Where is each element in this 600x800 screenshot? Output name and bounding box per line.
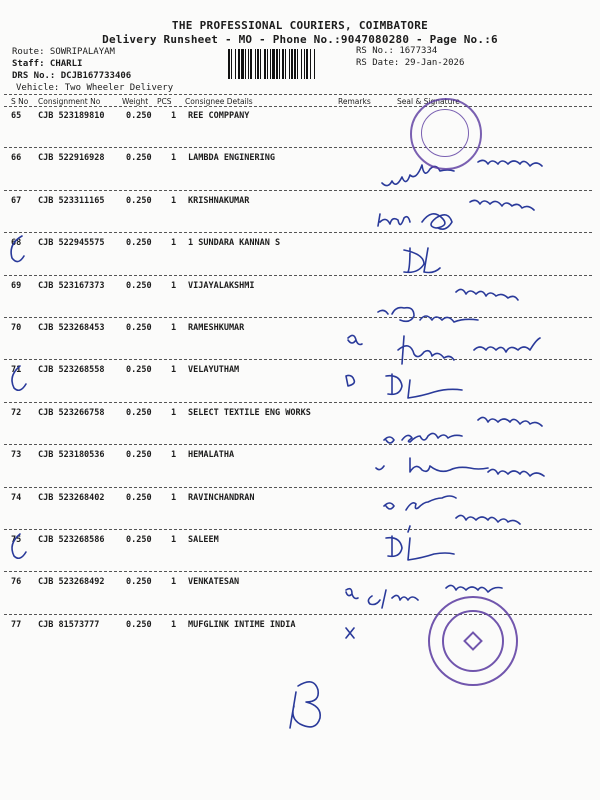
col-consignment: Consignment No [38,97,101,106]
barcode-bar [264,49,266,79]
cell-weight: 0.250 [126,407,152,418]
barcode-bar [241,49,244,79]
cell-pcs: 1 [171,535,177,545]
signature-row-68 [404,248,440,273]
cell-cno: CJB 523311165 [38,195,105,206]
barcode-bar [301,49,302,79]
barcode-bar [228,49,230,79]
remark-mark-70 [348,335,362,344]
cell-cno: CJB 81573777 [38,619,100,630]
signature-row-74 [384,496,456,510]
cell-sno: 74 [11,492,22,503]
phone-scribble-row-67 [470,200,534,210]
cell-cno: CJB 523268453 [38,323,105,333]
cell-consignee: REE COMPPANY [188,111,250,121]
barcode-bar [279,49,280,79]
drs-number: DRS No.: DCJB167733406 [12,71,132,81]
signature-row-71 [386,374,462,398]
phone-scribble-row-76 [446,585,502,592]
cell-weight: 0.250 [126,238,152,249]
cell-cno: CJB 522945575 [38,238,105,249]
company-seal-ree [410,98,482,170]
barcode-bar [272,49,275,79]
bottom-signature [290,682,320,728]
phone-scribble-row-66 [478,160,542,166]
cell-consignee: KRISHNAKUMAR [188,195,250,206]
signature-row-73 [376,458,488,472]
row-divider [4,147,592,148]
cell-weight: 0.250 [126,450,152,461]
barcode-bar [270,49,271,79]
cell-consignee: MUFGLINK INTIME INDIA [188,619,296,630]
cell-sno: 67 [11,195,22,206]
company-title: THE PROFESSIONAL COURIERS, COIMBATORE [171,19,429,32]
cell-cno: CJB 523180536 [38,450,105,461]
cell-consignee: VELAYUTHAM [188,365,240,376]
cell-sno: 76 [11,577,22,588]
cell-pcs: 1 [171,238,177,249]
cell-weight: 0.250 [126,492,152,503]
cell-sno: 72 [11,407,22,418]
cell-sno: 77 [11,619,22,630]
barcode-bar [255,49,256,79]
staff-label: Staff: CHARLI [12,59,83,69]
col-seal-signature: Seal & Signature [397,97,460,106]
barcode-bar [267,49,268,79]
barcode-bar [235,49,236,79]
cell-pcs: 1 [171,323,177,333]
cell-consignee: RAMESHKUMAR [188,323,245,333]
barcode-bar [314,49,315,79]
cell-consignee: VIJAYALAKSHMI [188,280,255,291]
col-sno: S No [11,97,29,106]
runsheet-subtitle: Delivery Runsheet - MO - Phone No.:9047080280 - Page No.:6 [102,33,498,46]
cell-sno: 65 [11,111,22,121]
cell-consignee: HEMALATHA [188,450,235,461]
cell-consignee: VENKATESAN [188,577,240,588]
rs-number: RS No.: 1677334 [356,46,438,56]
cell-cno: CJB 523167373 [38,280,105,291]
barcode-bar [276,49,278,79]
barcode-image [228,49,352,79]
cell-sno: 70 [11,323,22,333]
cell-weight: 0.250 [126,323,152,333]
barcode-bar [250,49,252,79]
cell-pcs: 1 [171,195,177,206]
cell-sno: 66 [11,153,22,164]
barcode-bar [306,49,308,79]
cell-pcs: 1 [171,577,177,588]
cell-cno: CJB 523266758 [38,407,105,418]
row-divider [4,317,592,318]
row-divider [4,190,592,191]
col-weight: Weight [122,97,149,106]
cell-sno: 68 [11,238,22,249]
row-divider [4,359,592,360]
barcode-bar [304,49,305,79]
cell-pcs: 1 [171,153,177,164]
phone-scribble-row-70 [474,338,540,352]
remark-mark-71 [346,376,354,387]
signature-row-72 [384,433,462,443]
cell-weight: 0.250 [126,195,152,206]
col-consignee: Consignee Details [185,97,253,106]
cell-weight: 0.250 [126,619,152,630]
cell-pcs: 1 [171,492,177,503]
cell-weight: 0.250 [126,153,152,164]
barcode-bar [294,49,296,79]
cell-consignee: LAMBDA ENGINERING [188,153,275,164]
cell-sno: 71 [11,365,22,376]
signature-row-76 [368,590,418,608]
cell-pcs: 1 [171,111,177,121]
row-divider [4,402,592,403]
cell-consignee: RAVINCHANDRAN [188,492,255,503]
cell-weight: 0.250 [126,535,152,545]
cell-cno: CJB 523268492 [38,577,105,588]
cell-weight: 0.250 [126,280,152,291]
barcode-bar [297,49,298,79]
row-divider [4,275,592,276]
col-pcs: PCS [157,97,172,106]
route-label: Route: SOWRIPALAYAM [12,47,115,57]
cell-cno: CJB 523189810 [38,111,105,121]
tick-row-69 [378,310,388,314]
row-divider [4,487,592,488]
cell-weight: 0.250 [126,577,152,588]
company-seal-mufg [428,596,518,686]
cell-cno: CJB 523268402 [38,492,105,503]
cell-consignee: SALEEM [188,535,219,545]
row-divider [4,444,592,445]
cell-pcs: 1 [171,407,177,418]
barcode-bar [289,49,290,79]
signature-row-69 [392,308,478,322]
cell-consignee: SELECT TEXTILE ENG WORKS [188,407,311,418]
cell-weight: 0.250 [126,111,152,121]
phone-scribble-row-74 [456,515,520,524]
cell-pcs: 1 [171,280,177,291]
barcode-bar [257,49,259,79]
row-divider [4,232,592,233]
header-bottom-rule [4,106,592,107]
cell-pcs: 1 [171,450,177,461]
phone-scribble-row-73 [488,469,544,476]
cell-cno: CJB 523268558 [38,365,105,376]
cell-sno: 75 [11,535,22,545]
signature-row-75 [386,536,454,560]
barcode-bar [248,49,249,79]
phone-scribble-row-72 [478,417,542,426]
cell-pcs: 1 [171,365,177,376]
phone-scribble-row-69 [456,289,518,300]
barcode-bar [285,49,286,79]
row-divider [4,571,592,572]
vehicle-label: Vehicle: Two Wheeler Delivery [16,83,174,93]
row-divider [4,529,592,530]
barcode-bar [282,49,284,79]
barcode-bar [260,49,261,79]
cell-sno: 69 [11,280,22,291]
header-top-rule [4,94,592,95]
barcode-bar [245,49,246,79]
rs-date: RS Date: 29-Jan-2026 [356,58,465,68]
cell-cno: CJB 523268586 [38,535,105,545]
barcode-bar [238,49,240,79]
barcode-bar [310,49,311,79]
barcode-bar [291,49,293,79]
cell-cno: CJB 522916928 [38,153,105,164]
cell-pcs: 1 [171,619,177,630]
signature-row-67 [378,214,452,229]
cell-consignee: 1 SUNDARA KANNAN S [188,238,281,249]
remark-mark-76 [346,589,358,599]
cell-sno: 73 [11,450,22,461]
barcode-bar [231,49,232,79]
cell-weight: 0.250 [126,365,152,376]
col-remarks: Remarks [338,97,371,106]
remark-mark-77 [346,628,354,638]
